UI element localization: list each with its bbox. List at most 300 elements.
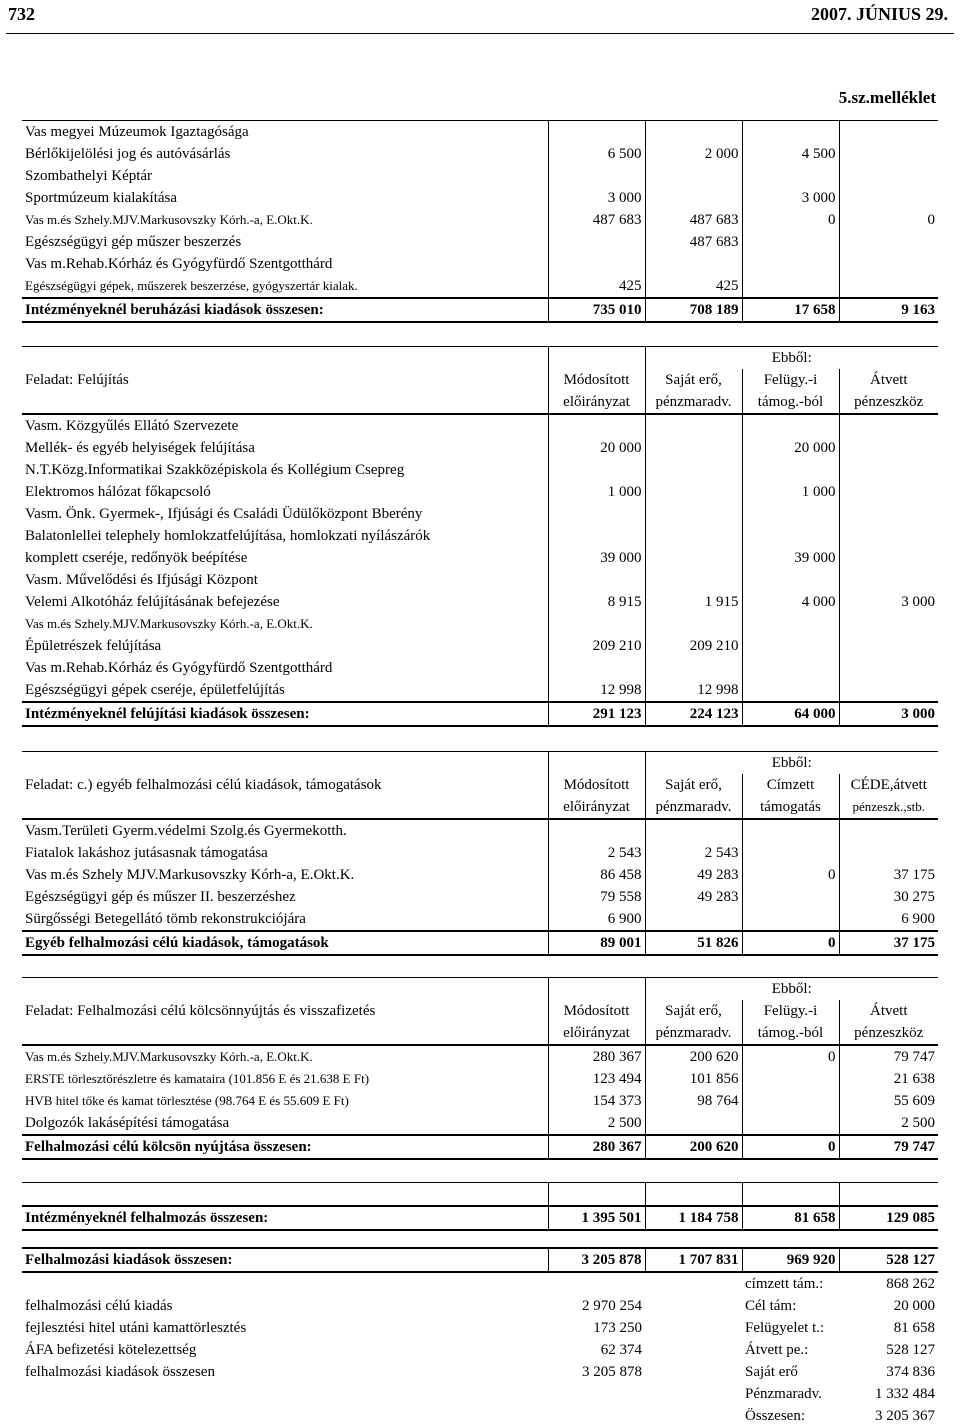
value-cell [742, 231, 839, 253]
summary-row [22, 1339, 938, 1361]
header-cell [548, 978, 645, 1001]
value-cell [742, 613, 839, 635]
value-cell: 209 210 [645, 635, 742, 657]
spacer-cell [645, 1405, 742, 1427]
column-header: Saját erő, [645, 369, 742, 391]
value-cell: 89 001 [548, 931, 645, 955]
spacer-cell [645, 1383, 742, 1405]
table-row [22, 1068, 938, 1090]
value-cell [645, 1112, 742, 1135]
value-cell [548, 165, 645, 187]
value-cell: 62 374 [600, 1342, 642, 1358]
row-label: Épületrészek felújítása [25, 638, 162, 654]
value-cell: 21 638 [839, 1068, 938, 1090]
value-cell: 209 210 [548, 635, 645, 657]
value-cell [645, 187, 742, 209]
row-label: Vas m.és Szhely.MJV.Markusovszky Kórh.-a, E.Okt.K. [25, 212, 313, 227]
value-cell [548, 613, 645, 635]
page-number: 732 [8, 4, 35, 24]
row-label [22, 1405, 548, 1427]
value-cell: 4 500 [742, 143, 839, 165]
column-header: Felügy.-i [742, 369, 839, 391]
row-label: Sürgősségi Betegellátó tömb rekonstrukciójára [25, 911, 306, 927]
value-cell: 1 915 [645, 591, 742, 613]
value-cell [839, 437, 938, 459]
column-header: előirányzat [548, 391, 645, 414]
row-label: Sportmúzeum kialakítása [25, 190, 178, 206]
row-label: Egészségügyi gépek, műszerek beszerzése, gyógyszertár kialak. [25, 278, 358, 293]
summary-row [22, 1405, 938, 1427]
table-row [22, 165, 938, 187]
total-row [22, 702, 938, 726]
header-cell [22, 347, 548, 370]
section-title: Feladat: Felhalmozási célú kölcsönnyújtás és visszafizetés [25, 1003, 376, 1019]
annex-label: 5.sz.melléklet [838, 88, 936, 107]
column-header: támog.-ból [742, 1022, 839, 1045]
value-cell [839, 525, 938, 547]
table-row [22, 414, 938, 437]
value-cell [645, 525, 742, 547]
row-label [22, 1183, 548, 1207]
value-cell: 200 620 [645, 1045, 742, 1068]
value-cell: 39 000 [548, 547, 645, 569]
value-cell: 98 764 [645, 1090, 742, 1112]
value-cell [839, 143, 938, 165]
capital-summary-table [22, 1247, 938, 1427]
value-cell: 8 915 [548, 591, 645, 613]
value-cell: 1 707 831 [645, 1248, 742, 1272]
value-cell: 1 000 [548, 481, 645, 503]
row-label: Egészségügyi gép és műszer II. beszerzéshez [25, 889, 296, 905]
value-cell [742, 525, 839, 547]
total-row [22, 931, 938, 955]
value-cell: 969 920 [742, 1248, 839, 1272]
table-row [22, 1045, 938, 1068]
value-cell: 64 000 [742, 702, 839, 726]
table-row [22, 231, 938, 253]
row-label: felhalmozási kiadások összesen [25, 1364, 215, 1380]
summary-row [22, 1295, 938, 1317]
breakdown-value: 374 836 [886, 1364, 935, 1380]
value-cell: 3 000 [548, 187, 645, 209]
total-row [22, 1135, 938, 1159]
breakdown-label: Felügyelet t.: [745, 1320, 825, 1336]
summary-row [22, 1361, 938, 1383]
summary-row [22, 1383, 938, 1405]
breakdown-value: 1 332 484 [875, 1386, 935, 1402]
row-label: Velemi Alkotóház felújításának befejezése [25, 594, 280, 610]
value-cell [742, 1090, 839, 1112]
row-label [22, 1383, 548, 1405]
table-row [22, 275, 938, 298]
value-cell: 1 000 [742, 481, 839, 503]
value-cell [839, 187, 938, 209]
value-cell [839, 819, 938, 842]
header-cell [22, 1022, 548, 1045]
value-cell [839, 547, 938, 569]
value-cell [548, 819, 645, 842]
value-cell [645, 819, 742, 842]
value-cell [548, 1183, 645, 1207]
spacer-cell [645, 1272, 742, 1295]
value-cell: 79 747 [839, 1135, 938, 1159]
header-cell [548, 347, 645, 370]
value-cell [548, 121, 645, 144]
row-label: Vas m.Rehab.Kórház és Gyógyfürdő Szentgotthárd [25, 660, 333, 676]
table-row [22, 143, 938, 165]
header-cell [548, 752, 645, 775]
table-row [22, 819, 938, 842]
value-cell: 6 900 [839, 908, 938, 931]
value-cell [645, 503, 742, 525]
row-label: Intézményeknél beruházási kiadások összesen: [22, 298, 548, 322]
renovation-table [22, 346, 938, 727]
breakdown-label: címzett tám.: [745, 1276, 824, 1292]
value-cell [839, 481, 938, 503]
row-label: Felhalmozási célú kölcsön nyújtása összesen: [22, 1135, 548, 1159]
value-cell [839, 459, 938, 481]
header-row [22, 347, 938, 370]
table-row [22, 1183, 938, 1207]
value-cell [839, 165, 938, 187]
spacer-cell [645, 1361, 742, 1383]
column-header: CÉDE,átvett [839, 774, 938, 796]
header-cell [22, 752, 548, 775]
value-cell: 0 [742, 864, 839, 886]
row-label: ERSTE törlesztőrészletre és kamataira (101.856 E és 21.638 E Ft) [25, 1071, 370, 1086]
header-row [22, 369, 938, 391]
value-cell: 0 [742, 1135, 839, 1159]
value-cell [742, 253, 839, 275]
value-cell: 101 856 [645, 1068, 742, 1090]
value-cell: 12 998 [645, 679, 742, 702]
value-cell: 3 205 878 [548, 1248, 645, 1272]
table-row [22, 503, 938, 525]
total-row [22, 1206, 938, 1230]
value-cell [742, 459, 839, 481]
breakdown-label: Pénzmaradv. [745, 1386, 822, 1402]
value-cell [839, 231, 938, 253]
value-cell [742, 165, 839, 187]
row-label: komplett cseréje, redőnyök beépítése [25, 550, 248, 566]
value-cell: 4 000 [742, 591, 839, 613]
row-label: Vas megyei Múzeumok Igaztagósága [25, 124, 249, 140]
value-cell: 487 683 [548, 209, 645, 231]
value-cell [548, 1383, 645, 1405]
column-header: Módosított [548, 1000, 645, 1022]
ebbol-label: Ebből: [645, 347, 938, 370]
row-label: felhalmozási célú kiadás [25, 1298, 173, 1314]
value-cell: 51 826 [645, 931, 742, 955]
value-cell [548, 503, 645, 525]
value-cell: 735 010 [548, 298, 645, 322]
value-cell: 37 175 [839, 931, 938, 955]
column-header: Saját erő, [645, 774, 742, 796]
value-cell [645, 569, 742, 591]
value-cell: 1 184 758 [645, 1206, 742, 1230]
row-label: Vas m.Rehab.Kórház és Gyógyfürdő Szentgotthárd [25, 256, 333, 272]
section-title: Feladat: c.) egyéb felhalmozási célú kiadások, támogatások [25, 777, 382, 793]
value-cell [742, 886, 839, 908]
value-cell [839, 613, 938, 635]
value-cell: 708 189 [645, 298, 742, 322]
row-label [22, 1272, 548, 1295]
value-cell: 2 500 [839, 1112, 938, 1135]
header-rule [6, 33, 954, 34]
value-cell [645, 459, 742, 481]
column-header: pénzeszk.,stb. [839, 796, 938, 819]
value-cell: 280 367 [548, 1135, 645, 1159]
total-row [22, 1248, 938, 1272]
column-header: Átvett [839, 1000, 938, 1022]
header-cell [22, 978, 548, 1001]
value-cell: 55 609 [839, 1090, 938, 1112]
column-header: Átvett [839, 369, 938, 391]
table-row [22, 187, 938, 209]
value-cell [645, 253, 742, 275]
summary-row [22, 1272, 938, 1295]
row-label: Vasm. Művelődési és Ifjúsági Központ [25, 572, 258, 588]
value-cell: 79 558 [548, 886, 645, 908]
table-row [22, 481, 938, 503]
value-cell: 200 620 [645, 1135, 742, 1159]
value-cell [645, 1183, 742, 1207]
row-label: Vasm.Területi Gyerm.védelmi Szolg.és Gyermekotth. [22, 819, 548, 842]
value-cell: 425 [548, 275, 645, 298]
issue-date: 2007. JÚNIUS 29. [810, 4, 948, 24]
value-cell [645, 657, 742, 679]
row-label: Vas m.és Szhely.MJV.Markusovszky Kórh.-a, E.Okt.K. [25, 616, 313, 631]
value-cell: 425 [645, 275, 742, 298]
column-header: Felügy.-i [742, 1000, 839, 1022]
value-cell [742, 414, 839, 437]
table-row [22, 253, 938, 275]
table-row [22, 459, 938, 481]
breakdown-label: Átvett pe.: [745, 1342, 809, 1358]
value-cell: 9 163 [839, 298, 938, 322]
row-label: Elektromos hálózat főkapcsoló [25, 484, 211, 500]
section-title: Feladat: Felújítás [25, 372, 129, 388]
breakdown-label: Összesen: [745, 1408, 805, 1424]
value-cell [548, 1405, 645, 1427]
table-row [22, 679, 938, 702]
value-cell: 0 [742, 931, 839, 955]
value-cell: 30 275 [839, 886, 938, 908]
row-label: Szombathelyi Képtár [25, 168, 153, 184]
investment-table [22, 120, 938, 323]
value-cell [548, 231, 645, 253]
value-cell: 39 000 [742, 547, 839, 569]
row-label: HVB hitel tőke és kamat törlesztése (98.764 E és 55.609 E Ft) [25, 1093, 349, 1108]
table-row [22, 591, 938, 613]
institutions-total-table [22, 1182, 938, 1231]
value-cell: 0 [839, 209, 938, 231]
value-cell: 487 683 [645, 231, 742, 253]
value-cell: 0 [742, 1045, 839, 1068]
value-cell [839, 679, 938, 702]
value-cell: 2 543 [548, 842, 645, 864]
row-label: Fiatalok lakáshoz jutásasnak támogatása [25, 845, 268, 861]
value-cell [645, 908, 742, 931]
header-row [22, 774, 938, 796]
ebbol-label: Ebből: [645, 978, 938, 1001]
value-cell: 2 000 [645, 143, 742, 165]
row-label: Felhalmozási kiadások összesen: [22, 1248, 548, 1272]
value-cell [742, 657, 839, 679]
table-row [22, 569, 938, 591]
header-row [22, 391, 938, 414]
table-row [22, 437, 938, 459]
column-header: támog.-ból [742, 391, 839, 414]
table-row [22, 121, 938, 144]
value-cell [645, 414, 742, 437]
value-cell: 528 127 [839, 1248, 938, 1272]
breakdown-label: Saját erő [745, 1364, 798, 1380]
column-header: Módosított [548, 369, 645, 391]
value-cell [742, 1183, 839, 1207]
value-cell [839, 253, 938, 275]
value-cell: 86 458 [548, 864, 645, 886]
table-row [22, 209, 938, 231]
total-row [22, 298, 938, 322]
value-cell: 37 175 [839, 864, 938, 886]
header-row [22, 1000, 938, 1022]
row-label: Bérlőkijelölési jog és autóvásárlás [25, 146, 231, 162]
value-cell [548, 525, 645, 547]
table-row [22, 613, 938, 635]
column-header: pénzmaradv. [645, 1022, 742, 1045]
row-label: N.T.Közg.Informatikai Szakközépiskola és Kollégium Csepreg [25, 462, 405, 478]
value-cell [839, 635, 938, 657]
value-cell [742, 1112, 839, 1135]
column-header: pénzmaradv. [645, 796, 742, 819]
value-cell [548, 253, 645, 275]
value-cell [742, 1068, 839, 1090]
table-row [22, 1090, 938, 1112]
table-row [22, 886, 938, 908]
value-cell: 20 000 [548, 437, 645, 459]
value-cell: 3 000 [742, 187, 839, 209]
table-row [22, 525, 938, 547]
header-row [22, 1022, 938, 1045]
value-cell [645, 437, 742, 459]
header-row [22, 978, 938, 1001]
value-cell [548, 657, 645, 679]
loan-table [22, 977, 938, 1160]
header-cell [22, 391, 548, 414]
row-label: Intézményeknél felhalmozás összesen: [22, 1206, 548, 1230]
value-cell [645, 165, 742, 187]
value-cell: 291 123 [548, 702, 645, 726]
value-cell [839, 569, 938, 591]
table-row [22, 635, 938, 657]
column-header: pénzeszköz [839, 1022, 938, 1045]
breakdown-label: Cél tám: [745, 1298, 797, 1314]
value-cell [645, 121, 742, 144]
column-header: előirányzat [548, 796, 645, 819]
value-cell [742, 569, 839, 591]
row-label: Mellék- és egyéb helyiségek felújítása [25, 440, 255, 456]
value-cell [742, 275, 839, 298]
table-row [22, 657, 938, 679]
value-cell: 49 283 [645, 886, 742, 908]
other-capital-table [22, 751, 938, 956]
value-cell: 2 970 254 [582, 1298, 642, 1314]
value-cell: 20 000 [742, 437, 839, 459]
table-row [22, 842, 938, 864]
value-cell: 154 373 [548, 1090, 645, 1112]
column-header: Módosított [548, 774, 645, 796]
row-label: fejlesztési hitel utáni kamattörlesztés [25, 1320, 247, 1336]
breakdown-value: 20 000 [893, 1298, 935, 1314]
value-cell: 123 494 [548, 1068, 645, 1090]
value-cell: 6 500 [548, 143, 645, 165]
column-header: Saját erő, [645, 1000, 742, 1022]
column-header: pénzmaradv. [645, 391, 742, 414]
value-cell: 0 [742, 209, 839, 231]
value-cell [742, 121, 839, 144]
value-cell [742, 679, 839, 702]
value-cell: 1 395 501 [548, 1206, 645, 1230]
column-header: pénzeszköz [839, 391, 938, 414]
row-label: Egyéb felhalmozási célú kiadások, támogatások [22, 931, 548, 955]
summary-row [22, 1317, 938, 1339]
row-label: Vasm. Közgyűlés Ellátó Szervezete [22, 414, 548, 437]
table-row [22, 1112, 938, 1135]
ebbol-label: Ebből: [645, 752, 938, 775]
value-cell [742, 842, 839, 864]
value-cell [839, 842, 938, 864]
value-cell: 12 998 [548, 679, 645, 702]
value-cell: 280 367 [548, 1045, 645, 1068]
value-cell [548, 459, 645, 481]
breakdown-value: 81 658 [893, 1320, 935, 1336]
value-cell: 79 747 [839, 1045, 938, 1068]
value-cell: 81 658 [742, 1206, 839, 1230]
row-label: Balatonlellei telephely homlokzatfelújítása, homlokzati nyílászárók [25, 528, 431, 544]
breakdown-value: 3 205 367 [875, 1408, 935, 1424]
value-cell [742, 908, 839, 931]
row-label: Dolgozók lakásépítési támogatása [25, 1115, 230, 1131]
row-label: Egészségügyi gép műszer beszerzés [25, 234, 242, 250]
value-cell: 129 085 [839, 1206, 938, 1230]
spacer-cell [645, 1295, 742, 1317]
value-cell [839, 657, 938, 679]
header-cell [22, 796, 548, 819]
value-cell [839, 1183, 938, 1207]
spacer-cell [645, 1317, 742, 1339]
column-header: támogatás [742, 796, 839, 819]
value-cell: 49 283 [645, 864, 742, 886]
value-cell [839, 275, 938, 298]
value-cell: 2 500 [548, 1112, 645, 1135]
value-cell: 173 250 [593, 1320, 642, 1336]
table-row [22, 908, 938, 931]
spacer-cell [645, 1339, 742, 1361]
value-cell: 487 683 [645, 209, 742, 231]
row-label: Egészségügyi gépek cseréje, épületfelújítás [25, 682, 285, 698]
row-label: Vas m.és Szhely.MJV.Markusovszky Kórh.-a, E.Okt.K. [22, 1045, 548, 1068]
value-cell: 224 123 [645, 702, 742, 726]
header-row [22, 752, 938, 775]
breakdown-value: 868 262 [886, 1276, 935, 1292]
column-header: Címzett [742, 774, 839, 796]
row-label: ÁFA befizetési kötelezettség [25, 1342, 197, 1358]
row-label: Vas m.és Szhely MJV.Markusovszky Kórh-a, E.Okt.K. [25, 867, 355, 883]
value-cell [742, 819, 839, 842]
value-cell: 2 543 [645, 842, 742, 864]
breakdown-value: 528 127 [886, 1342, 935, 1358]
